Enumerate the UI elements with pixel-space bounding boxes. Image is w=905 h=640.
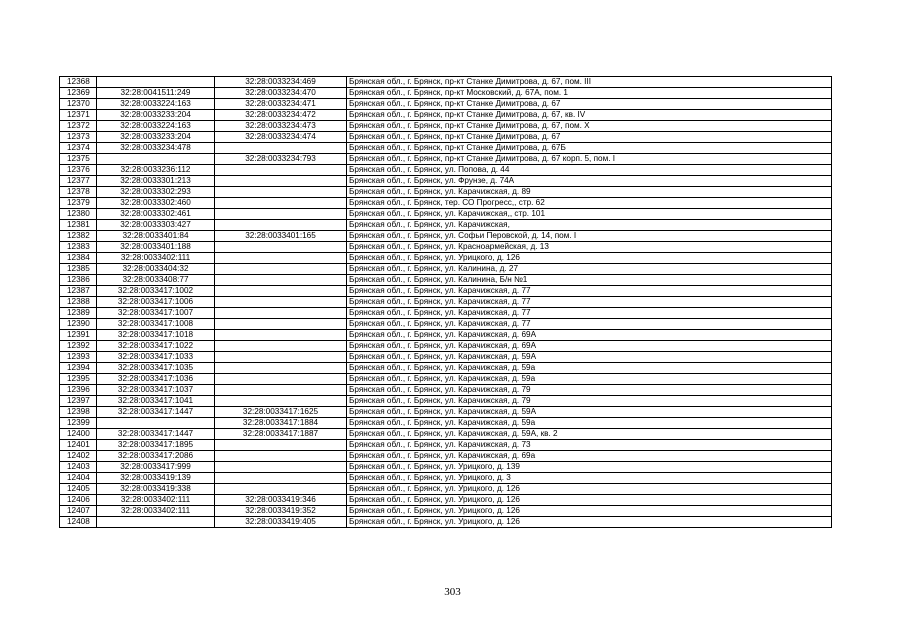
cadastral-number-cell: 32:28:0033417:1447 — [97, 429, 215, 440]
address-cell: Брянская обл., г. Брянск, ул. Урицкого, д. 3 — [347, 473, 832, 484]
row-number-cell: 12392 — [60, 341, 97, 352]
cadastral-number-cell: 32:28:0033302:460 — [97, 198, 215, 209]
address-cell: Брянская обл., г. Брянск, ул. Карачижская, д. 77 — [347, 297, 832, 308]
table-row — [60, 330, 832, 341]
address-cell: Брянская обл., г. Брянск, ул. Карачижская, д. 59а — [347, 374, 832, 385]
address-cell: Брянская обл., г. Брянск, ул. Карачижская, д. 59а — [347, 363, 832, 374]
room-cadastral-number-cell: 32:28:0033401:165 — [215, 231, 347, 242]
cadastral-number-cell: 32:28:0041511:249 — [97, 88, 215, 99]
address-cell: Брянская обл., г. Брянск, ул. Карачижская, д. 69А — [347, 330, 832, 341]
table-row — [60, 319, 832, 330]
address-cell: Брянская обл., г. Брянск, пр-кт Станке Димитрова, д. 67Б — [347, 143, 832, 154]
table-row — [60, 385, 832, 396]
address-cell: Брянская обл., г. Брянск, ул. Карачижская, д. 77 — [347, 286, 832, 297]
table-row — [60, 308, 832, 319]
address-cell: Брянская обл., г. Брянск, ул. Карачижская, д. 79 — [347, 385, 832, 396]
room-cadastral-number-cell: 32:28:0033419:405 — [215, 517, 347, 528]
room-cadastral-number-cell — [215, 176, 347, 187]
table-row — [60, 165, 832, 176]
address-cell: Брянская обл., г. Брянск, ул. Урицкого, д. 139 — [347, 462, 832, 473]
row-number-cell: 12404 — [60, 473, 97, 484]
address-cell: Брянская обл., г. Брянск, пр-кт Московский, д. 67А, пом. 1 — [347, 88, 832, 99]
table-row — [60, 275, 832, 286]
row-number-cell: 12368 — [60, 77, 97, 88]
table-row — [60, 242, 832, 253]
address-cell: Брянская обл., г. Брянск, ул. Урицкого, д. 126 — [347, 517, 832, 528]
cadastral-number-cell: 32:28:0033402:111 — [97, 253, 215, 264]
room-cadastral-number-cell — [215, 374, 347, 385]
cadastral-number-cell: 32:28:0033302:461 — [97, 209, 215, 220]
room-cadastral-number-cell — [215, 484, 347, 495]
room-cadastral-number-cell — [215, 363, 347, 374]
row-number-cell: 12402 — [60, 451, 97, 462]
room-cadastral-number-cell — [215, 319, 347, 330]
room-cadastral-number-cell — [215, 396, 347, 407]
row-number-cell: 12396 — [60, 385, 97, 396]
cadastral-number-cell: 32:28:0033417:1895 — [97, 440, 215, 451]
table-row — [60, 154, 832, 165]
row-number-cell: 12394 — [60, 363, 97, 374]
row-number-cell: 12408 — [60, 517, 97, 528]
cadastral-number-cell: 32:28:0033303:427 — [97, 220, 215, 231]
room-cadastral-number-cell — [215, 330, 347, 341]
table-row — [60, 407, 832, 418]
address-cell: Брянская обл., г. Брянск, ул. Карачижская,, стр. 101 — [347, 209, 832, 220]
table-row — [60, 132, 832, 143]
room-cadastral-number-cell: 32:28:0033419:352 — [215, 506, 347, 517]
row-number-cell: 12370 — [60, 99, 97, 110]
row-number-cell: 12377 — [60, 176, 97, 187]
table-row — [60, 220, 832, 231]
cadastral-number-cell: 32:28:0033233:204 — [97, 110, 215, 121]
room-cadastral-number-cell: 32:28:0033417:1625 — [215, 407, 347, 418]
row-number-cell: 12400 — [60, 429, 97, 440]
address-cell: Брянская обл., г. Брянск, ул. Карачижская, д. 77 — [347, 308, 832, 319]
cadastral-number-cell: 32:28:0033417:1037 — [97, 385, 215, 396]
table-row — [60, 396, 832, 407]
cadastral-number-cell: 32:28:0033402:111 — [97, 495, 215, 506]
row-number-cell: 12403 — [60, 462, 97, 473]
room-cadastral-number-cell — [215, 264, 347, 275]
table-row — [60, 187, 832, 198]
table-row — [60, 341, 832, 352]
table-row — [60, 429, 832, 440]
room-cadastral-number-cell — [215, 220, 347, 231]
cadastral-number-cell: 32:28:0033234:478 — [97, 143, 215, 154]
address-cell: Брянская обл., г. Брянск, ул. Калинина, д. 27 — [347, 264, 832, 275]
row-number-cell: 12381 — [60, 220, 97, 231]
table-row — [60, 473, 832, 484]
cadastral-number-cell: 32:28:0033417:999 — [97, 462, 215, 473]
cadastral-number-cell: 32:28:0033417:1036 — [97, 374, 215, 385]
table-row — [60, 484, 832, 495]
row-number-cell: 12369 — [60, 88, 97, 99]
cadastral-number-cell: 32:28:0033236:112 — [97, 165, 215, 176]
cadastral-number-cell: 32:28:0033417:1007 — [97, 308, 215, 319]
cadastral-number-cell: 32:28:0033417:2086 — [97, 451, 215, 462]
cadastral-number-cell: 32:28:0033401:188 — [97, 242, 215, 253]
room-cadastral-number-cell — [215, 165, 347, 176]
room-cadastral-number-cell: 32:28:0033417:1887 — [215, 429, 347, 440]
room-cadastral-number-cell: 32:28:0033417:1884 — [215, 418, 347, 429]
room-cadastral-number-cell — [215, 385, 347, 396]
address-cell: Брянская обл., г. Брянск, пр-кт Станке Димитрова, д. 67 — [347, 99, 832, 110]
room-cadastral-number-cell — [215, 440, 347, 451]
cadastral-number-cell: 32:28:0033402:111 — [97, 506, 215, 517]
room-cadastral-number-cell — [215, 341, 347, 352]
address-cell: Брянская обл., г. Брянск, ул. Карачижская, д. 59а — [347, 418, 832, 429]
row-number-cell: 12395 — [60, 374, 97, 385]
room-cadastral-number-cell — [215, 286, 347, 297]
row-number-cell: 12386 — [60, 275, 97, 286]
room-cadastral-number-cell — [215, 352, 347, 363]
cadastral-number-cell: 32:28:0033224:163 — [97, 99, 215, 110]
address-cell: Брянская обл., г. Брянск, ул. Карачижская, д. 59А, кв. 2 — [347, 429, 832, 440]
room-cadastral-number-cell: 32:28:0033234:473 — [215, 121, 347, 132]
row-number-cell: 12390 — [60, 319, 97, 330]
room-cadastral-number-cell: 32:28:0033234:474 — [215, 132, 347, 143]
room-cadastral-number-cell — [215, 242, 347, 253]
table-row — [60, 297, 832, 308]
address-cell: Брянская обл., г. Брянск, ул. Карачижская, д. 73 — [347, 440, 832, 451]
table-row — [60, 77, 832, 88]
address-cell: Брянская обл., г. Брянск, ул. Карачижская, — [347, 220, 832, 231]
address-cell: Брянская обл., г. Брянск, ул. Карачижская, д. 79 — [347, 396, 832, 407]
row-number-cell: 12388 — [60, 297, 97, 308]
address-cell: Брянская обл., г. Брянск, пр-кт Станке Димитрова, д. 67, кв. IV — [347, 110, 832, 121]
table-row — [60, 88, 832, 99]
address-cell: Брянская обл., г. Брянск, пр-кт Станке Димитрова, д. 67 — [347, 132, 832, 143]
address-cell: Брянская обл., г. Брянск, пр-кт Станке Димитрова, д. 67, пом. X — [347, 121, 832, 132]
address-cell: Брянская обл., г. Брянск, ул. Карачижская, д. 69а — [347, 451, 832, 462]
row-number-cell: 12405 — [60, 484, 97, 495]
room-cadastral-number-cell: 32:28:0033234:471 — [215, 99, 347, 110]
cadastral-number-cell: 32:28:0033408:77 — [97, 275, 215, 286]
row-number-cell: 12371 — [60, 110, 97, 121]
room-cadastral-number-cell: 32:28:0033234:472 — [215, 110, 347, 121]
address-cell: Брянская обл., г. Брянск, ул. Фрунзе, д. 74А — [347, 176, 832, 187]
row-number-cell: 12391 — [60, 330, 97, 341]
address-cell: Брянская обл., г. Брянск, ул. Калинина, Б/н №1 — [347, 275, 832, 286]
row-number-cell: 12401 — [60, 440, 97, 451]
table-row — [60, 110, 832, 121]
table-row — [60, 264, 832, 275]
row-number-cell: 12373 — [60, 132, 97, 143]
table-row — [60, 209, 832, 220]
row-number-cell: 12389 — [60, 308, 97, 319]
table-row — [60, 198, 832, 209]
row-number-cell: 12372 — [60, 121, 97, 132]
cadastral-number-cell — [97, 418, 215, 429]
address-cell: Брянская обл., г. Брянск, ул. Попова, д. 44 — [347, 165, 832, 176]
address-cell: Брянская обл., г. Брянск, ул. Урицкого, д. 126 — [347, 253, 832, 264]
table-row — [60, 121, 832, 132]
cadastral-number-cell: 32:28:0033417:1006 — [97, 297, 215, 308]
row-number-cell: 12398 — [60, 407, 97, 418]
address-cell: Брянская обл., г. Брянск, ул. Карачижская, д. 77 — [347, 319, 832, 330]
cadastral-number-cell: 32:28:0033419:338 — [97, 484, 215, 495]
room-cadastral-number-cell: 32:28:0033419:346 — [215, 495, 347, 506]
table-row — [60, 440, 832, 451]
cadastral-number-cell: 32:28:0033417:1022 — [97, 341, 215, 352]
room-cadastral-number-cell: 32:28:0033234:793 — [215, 154, 347, 165]
table-row — [60, 462, 832, 473]
row-number-cell: 12379 — [60, 198, 97, 209]
cadastral-table — [59, 76, 832, 528]
row-number-cell: 12374 — [60, 143, 97, 154]
address-cell: Брянская обл., г. Брянск, ул. Урицкого, д. 126 — [347, 495, 832, 506]
address-cell: Брянская обл., г. Брянск, ул. Урицкого, д. 126 — [347, 506, 832, 517]
cadastral-number-cell: 32:28:0033417:1008 — [97, 319, 215, 330]
cadastral-number-cell: 32:28:0033417:1041 — [97, 396, 215, 407]
cadastral-number-cell: 32:28:0033302:293 — [97, 187, 215, 198]
room-cadastral-number-cell — [215, 209, 347, 220]
address-cell: Брянская обл., г. Брянск, ул. Софьи Перовской, д. 14, пом. I — [347, 231, 832, 242]
address-cell: Брянская обл., г. Брянск, ул. Красноармейская, д. 13 — [347, 242, 832, 253]
table-row — [60, 176, 832, 187]
table-row — [60, 143, 832, 154]
cadastral-number-cell: 32:28:0033233:204 — [97, 132, 215, 143]
row-number-cell: 12387 — [60, 286, 97, 297]
cadastral-number-cell: 32:28:0033417:1002 — [97, 286, 215, 297]
cadastral-number-cell — [97, 517, 215, 528]
row-number-cell: 12378 — [60, 187, 97, 198]
room-cadastral-number-cell: 32:28:0033234:469 — [215, 77, 347, 88]
cadastral-number-cell: 32:28:0033417:1033 — [97, 352, 215, 363]
row-number-cell: 12399 — [60, 418, 97, 429]
row-number-cell: 12406 — [60, 495, 97, 506]
table-row — [60, 231, 832, 242]
table-row — [60, 517, 832, 528]
room-cadastral-number-cell — [215, 297, 347, 308]
row-number-cell: 12383 — [60, 242, 97, 253]
cadastral-number-cell — [97, 154, 215, 165]
room-cadastral-number-cell — [215, 275, 347, 286]
room-cadastral-number-cell — [215, 473, 347, 484]
room-cadastral-number-cell: 32:28:0033234:470 — [215, 88, 347, 99]
cadastral-table-body — [60, 77, 832, 528]
table-row — [60, 506, 832, 517]
room-cadastral-number-cell — [215, 198, 347, 209]
address-cell: Брянская обл., г. Брянск, ул. Карачижская, д. 69А — [347, 341, 832, 352]
room-cadastral-number-cell — [215, 462, 347, 473]
table-row — [60, 495, 832, 506]
address-cell: Брянская обл., г. Брянск, ул. Урицкого, д. 126 — [347, 484, 832, 495]
room-cadastral-number-cell — [215, 187, 347, 198]
cadastral-number-cell: 32:28:0033301:213 — [97, 176, 215, 187]
cadastral-number-cell: 32:28:0033224:163 — [97, 121, 215, 132]
address-cell: Брянская обл., г. Брянск, ул. Карачижская, д. 59А — [347, 407, 832, 418]
table-row — [60, 352, 832, 363]
row-number-cell: 12382 — [60, 231, 97, 242]
room-cadastral-number-cell — [215, 143, 347, 154]
cadastral-number-cell — [97, 77, 215, 88]
cadastral-number-cell: 32:28:0033417:1035 — [97, 363, 215, 374]
address-cell: Брянская обл., г. Брянск, ул. Карачижская, д. 89 — [347, 187, 832, 198]
table-row — [60, 451, 832, 462]
cadastral-number-cell: 32:28:0033401:84 — [97, 231, 215, 242]
room-cadastral-number-cell — [215, 451, 347, 462]
table-row — [60, 286, 832, 297]
address-cell: Брянская обл., г. Брянск, тер. СО Прогресс,, стр. 62 — [347, 198, 832, 209]
row-number-cell: 12375 — [60, 154, 97, 165]
table-row — [60, 374, 832, 385]
cadastral-number-cell: 32:28:0033419:139 — [97, 473, 215, 484]
row-number-cell: 12380 — [60, 209, 97, 220]
row-number-cell: 12397 — [60, 396, 97, 407]
row-number-cell: 12393 — [60, 352, 97, 363]
address-cell: Брянская обл., г. Брянск, ул. Карачижская, д. 59А — [347, 352, 832, 363]
table-row — [60, 253, 832, 264]
table-row — [60, 363, 832, 374]
address-cell: Брянская обл., г. Брянск, пр-кт Станке Димитрова, д. 67, пом. III — [347, 77, 832, 88]
table-row — [60, 418, 832, 429]
row-number-cell: 12407 — [60, 506, 97, 517]
page-number: 303 — [444, 586, 461, 598]
table-row — [60, 99, 832, 110]
cadastral-number-cell: 32:28:0033417:1018 — [97, 330, 215, 341]
room-cadastral-number-cell — [215, 308, 347, 319]
cadastral-number-cell: 32:28:0033404:32 — [97, 264, 215, 275]
row-number-cell: 12384 — [60, 253, 97, 264]
row-number-cell: 12385 — [60, 264, 97, 275]
room-cadastral-number-cell — [215, 253, 347, 264]
address-cell: Брянская обл., г. Брянск, пр-кт Станке Димитрова, д. 67 корп. 5, пом. I — [347, 154, 832, 165]
cadastral-number-cell: 32:28:0033417:1447 — [97, 407, 215, 418]
row-number-cell: 12376 — [60, 165, 97, 176]
